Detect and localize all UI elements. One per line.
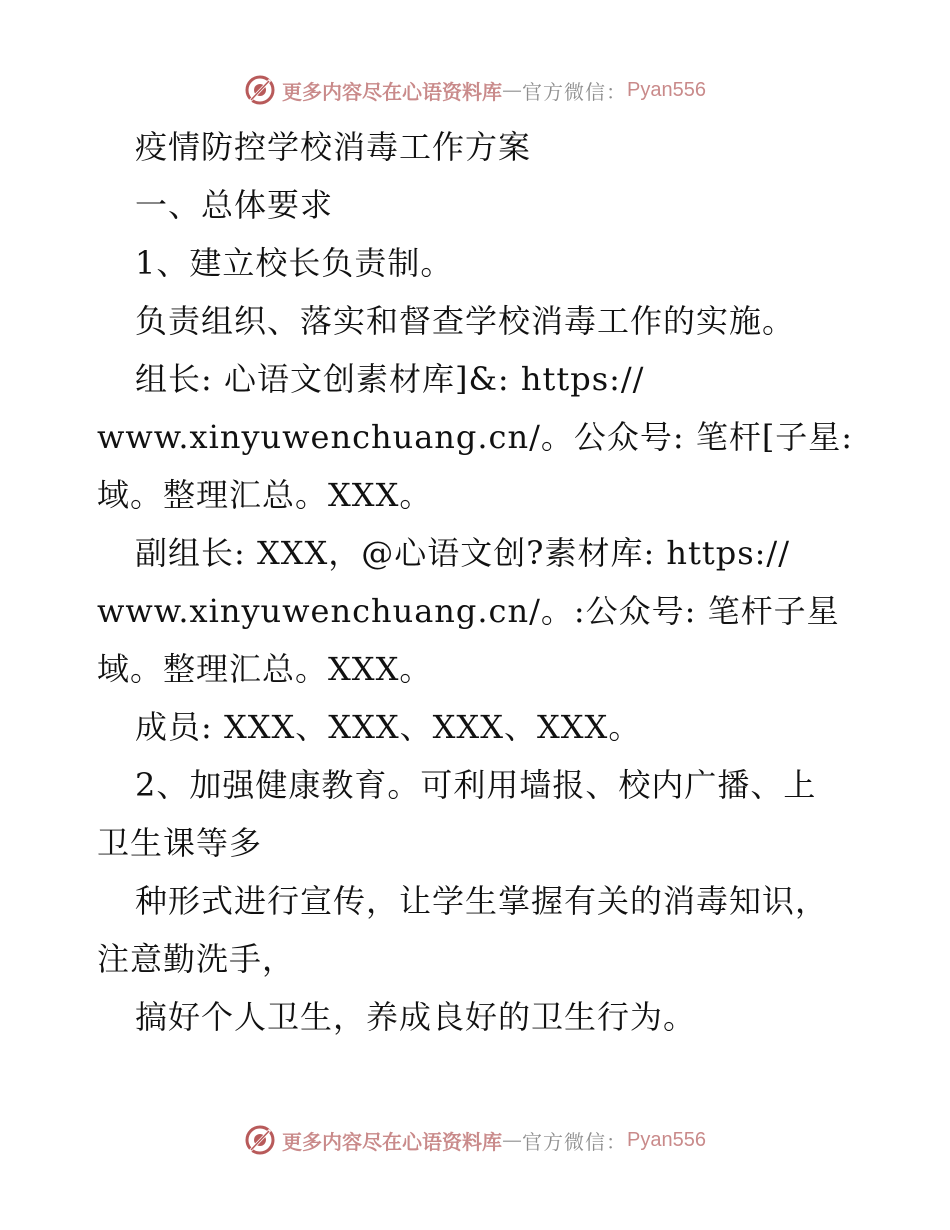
paragraph-line: 副组长: XXX，@心语文创?素材库: https:// <box>135 534 790 572</box>
section-heading: 一、总体要求 <box>135 186 334 224</box>
header-watermark-banner <box>0 70 950 110</box>
paragraph-line: 组长: 心语文创素材库]&: https:// <box>135 360 645 398</box>
document-title: 疫情防控学校消毒工作方案 <box>135 128 532 166</box>
paragraph-line: www.xinyuwenchuang.cn/。公众号: 笔杆[子星: <box>97 418 854 456</box>
paragraph-line: www.xinyuwenchuang.cn/。:公众号: 笔杆子星 <box>97 592 840 630</box>
paragraph-line: 1、建立校长负责制。 <box>135 244 454 282</box>
banner-wechat-handle: Pyan556 <box>627 1128 706 1151</box>
document-body <box>97 118 857 1046</box>
paragraph-line: 域。整理汇总。XXX。 <box>97 650 433 688</box>
banner-wechat-label: 官方微信： <box>522 79 628 104</box>
paragraph-line: 2、加强健康教育。可利用墙报、校内广播、上 <box>135 766 817 804</box>
paragraph-line: 搞好个人卫生，养成良好的卫生行为。 <box>135 998 697 1036</box>
paragraph-line: 种形式进行宣传，让学生掌握有关的消毒知识， <box>135 882 829 920</box>
banner-main-text: 更多内容尽在心语资料库 <box>282 1129 503 1154</box>
brand-logo-icon <box>244 74 276 106</box>
banner-main-text: 更多内容尽在心语资料库 <box>282 79 503 104</box>
banner-wechat-label: 官方微信： <box>522 1129 628 1154</box>
paragraph-line: 成员: XXX、XXX、XXX、XXX。 <box>135 708 642 746</box>
paragraph-line: 负责组织、落实和督查学校消毒工作的实施。 <box>135 302 796 340</box>
footer-watermark-banner <box>0 1120 950 1160</box>
banner-wechat-handle: Pyan556 <box>627 78 706 101</box>
banner-dash: — <box>502 1128 523 1152</box>
paragraph-line: 注意勤洗手， <box>97 940 296 978</box>
paragraph-line: 卫生课等多 <box>97 824 263 862</box>
brand-logo-icon <box>244 1124 276 1156</box>
paragraph-line: 域。整理汇总。XXX。 <box>97 476 433 514</box>
banner-dash: — <box>502 78 523 102</box>
